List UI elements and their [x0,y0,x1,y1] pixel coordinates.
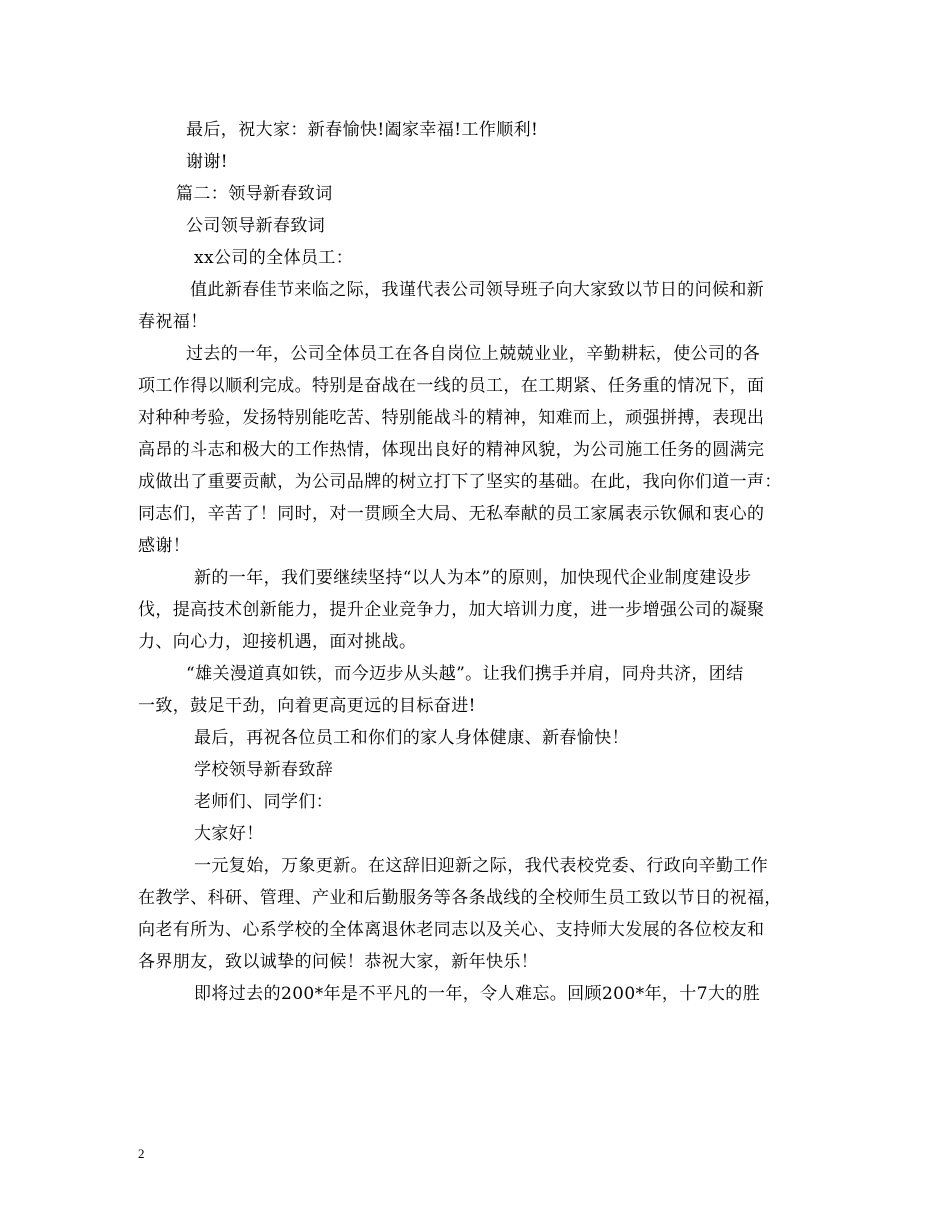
salutation: 老师们、同学们： [194,792,334,812]
text-line: 最后，再祝各位员工和你们的家人身体健康、新春愉快！ [194,728,629,748]
section-subheading: 学校领导新春致辞 [194,760,334,780]
salutation: xx公司的全体员工： [194,248,354,268]
text-line: 过去的一年，公司全体员工在各自岗位上兢兢业业，辛勤耕耘，使公司的各 [186,344,761,364]
text-line: 高昂的斗志和极大的工作热情，体现出良好的精神风貌，为公司施工任务的圆满完 [138,440,765,460]
text-line: “雄关漫道真如铁，而今迈步从头越”。让我们携手并肩，同舟共济，团结 [186,664,744,684]
text-line: 力、向心力，迎接机遇，面对挑战。 [138,632,417,652]
text-line: 伐，提高技术创新能力，提升企业竞争力，加大培训力度，进一步增强公司的凝聚 [138,600,765,620]
section-subheading: 公司领导新春致词 [186,216,326,236]
section-heading: 篇二：领导新春致词 [176,184,333,204]
text-line: 春祝福！ [138,312,208,332]
text-line: 各界朋友，致以诚挚的问候！恭祝大家，新年快乐！ [138,952,539,972]
text-line: 新的一年，我们要继续坚持“以人为本”的原则，加快现代企业制度建设步 [194,568,752,588]
text-line: 向老有所为、心系学校的全体离退休老同志以及关心、支持师大发展的各位校友和 [138,920,765,940]
text-line: 感谢！ [138,536,191,556]
text-line: 同志们，辛苦了！同时，对一贯顾全大局、无私奉献的员工家属表示钦佩和衷心的 [138,504,765,524]
text-line: 值此新春佳节来临之际，我谨代表公司领导班子向大家致以节日的问候和新 [190,280,765,300]
text-line: 项工作得以顺利完成。特别是奋战在一线的员工，在工期紧、任务重的情况下，面 [138,376,765,396]
text-line: 即将过去的200*年是不平凡的一年，令人难忘。回顾200*年，十7大的胜 [194,984,761,1004]
text-line: 最后，祝大家：新春愉快!阖家幸福!工作顺利! [186,120,539,140]
page-number: 2 [138,1146,145,1161]
text-line: 一致，鼓足干劲，向着更高更远的目标奋进! [138,696,476,716]
text-line: 一元复始，万象更新。在这辞旧迎新之际，我代表校党委、行政向辛勤工作 [194,856,769,876]
text-line: 在教学、科研、管理、产业和后勤服务等各条战线的全校师生员工致以节日的祝福， [138,888,782,908]
document-body [138,114,818,1010]
text-line: 谢谢! [186,152,229,172]
text-line: 成做出了重要贡献，为公司品牌的树立打下了坚实的基础。在此，我向你们道一声： [138,472,782,492]
text-line: 大家好！ [194,824,264,844]
text-line: 对种种考验，发扬特别能吃苦、特别能战斗的精神，知难而上，顽强拼搏，表现出 [138,408,765,428]
